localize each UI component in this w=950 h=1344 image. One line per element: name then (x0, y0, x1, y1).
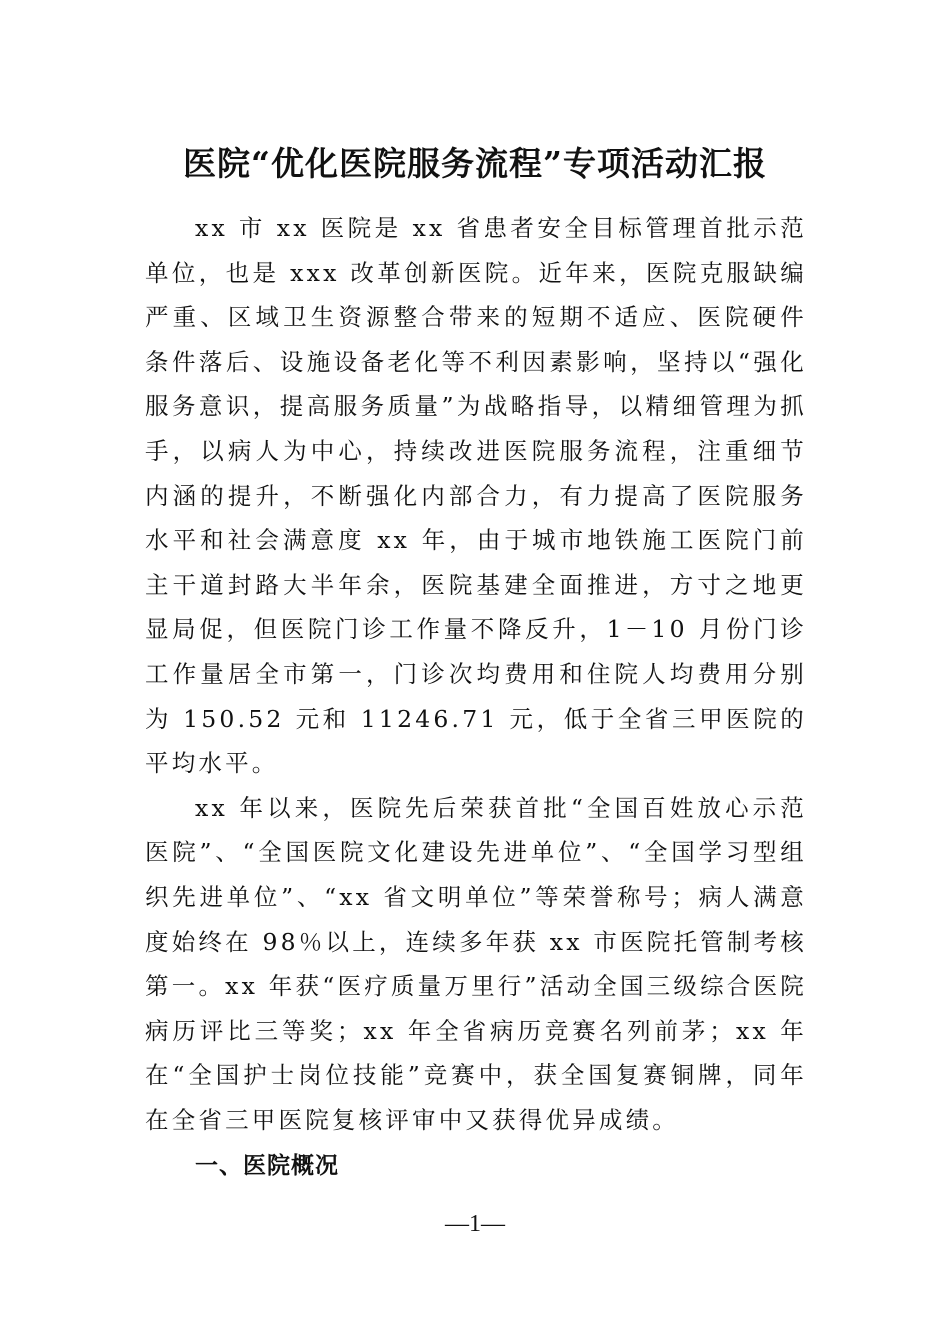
paragraph-intro: xx 市 xx 医院是 xx 省患者安全目标管理首批示范单位，也是 xxx 改革创新医院。近年来，医院克服缺编严重、区域卫生资源整合带来的短期不适应、医院硬件条件落后、设施设备老化等不利因素影响，坚持以“强化服务意识，提高服务质量”为战略指导，以精细管理为抓手，以病人为中心，持续改进医院服务流程，注重细节内涵的提升，不断强化内部合力，有力提高了医院服务水平和社会满意度 xx 年，由于城市地铁施工医院门前主干道封路大半年余，医院基建全面推进，方寸之地更显局促，但医院门诊工作量不降反升，1－10 月份门诊工作量居全市第一，门诊次均费用和住院人均费用分别为 150.52 元和 11246.71 元，低于全省三甲医院的平均水平。 (145, 214, 807, 778)
paragraph-honors: xx 年以来，医院先后荣获首批“全国百姓放心示范医院”、“全国医院文化建设先进单位”、“全国学习型组织先进单位”、“xx 省文明单位”等荣誉称号；病人满意度始终在 98％以上，连续多年获 xx 市医院托管制考核第一。xx 年获“医疗质量万里行”活动全国三级综合医院病历评比三等奖；xx 年全省病历竞赛名列前茅；xx 年在“全国护士岗位技能”竞赛中，获全国复赛铜牌，同年在全省三甲医院复核评审中又获得优异成绩。 (145, 793, 807, 1134)
document-body (145, 206, 807, 1190)
section-heading: 一、医院概况 (195, 1153, 339, 1180)
document-title: 医院“优化医院服务流程”专项活动汇报 (183, 144, 767, 183)
page-number: —1— (445, 1211, 505, 1237)
